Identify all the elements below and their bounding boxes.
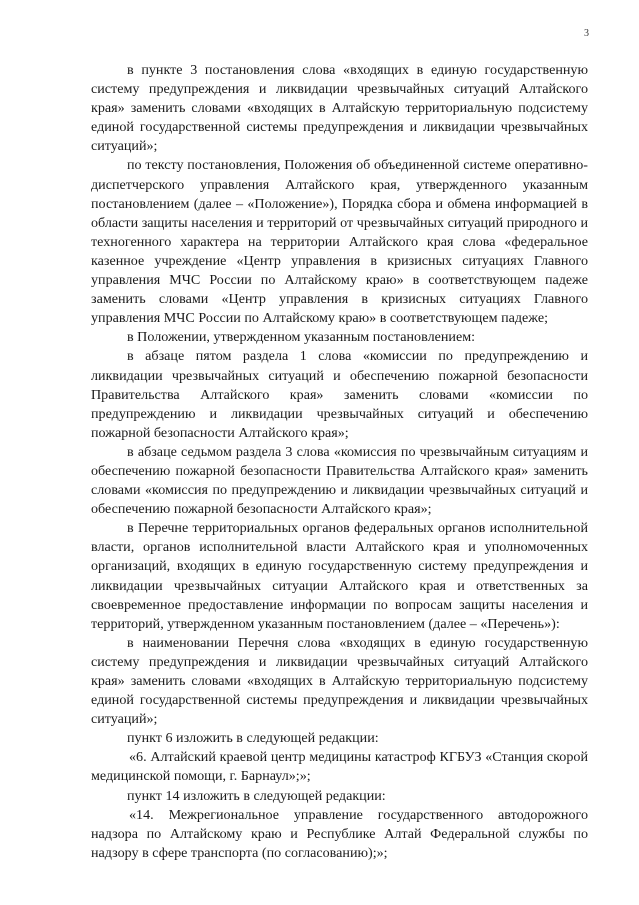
- paragraph-list-title-amendment: в наименовании Перечня слова «входящих в единую государственную систему предупреждения и ликвидации чрезвычайных ситуаций Алтайского края» заменить словами «входящих в Алтайскую территориальную подсистему единой государственной системы предупреждения и ликвидации чрезвычайных ситуаций»;: [91, 634, 588, 728]
- paragraph-point-3-amendment: в пункте 3 постановления слова «входящих в единую государственную систему предупреждения и ликвидации чрезвычайных ситуаций Алтайского края» заменить словами «входящих в Алтайскую территориальную подсистему единой государственной системы предупреждения и ликвидации чрезвычайных ситуаций»;: [91, 62, 588, 155]
- paragraph-item-14-text: «14. Межрегиональное управление государственного автодорожного надзора по Алтайскому краю и Республике Алтай Федеральной службы по надзору в сфере транспорта (по согласованию);»;: [91, 806, 588, 861]
- paragraph-list-intro: в Перечне территориальных органов федеральных органов исполнительной власти, органов исполнительной власти Алтайского края и уполномоченных организаций, входящих в единую государственную систему предупреждения и ликвидации чрезвычайных ситуации Алтайского края и ответственных за своевременное предоставление информации по вопросам защиты населения и территорий, утвержденном указанным постановлением (далее – «Перечень»):: [91, 520, 588, 632]
- paragraph-item-6-intro: пункт 6 изложить в следующей редакции:: [127, 730, 379, 747]
- document-body: [91, 61, 588, 863]
- paragraph-text-replacement: по тексту постановления, Положения об объединенной системе оперативно-диспетчерского управления Алтайского края, утвержденного указанным постановлением (далее – «Положение»), Порядка сбора и обмена информацией в области защиты населения и территорий от чрезвычайных ситуаций природного и техногенного характера на территории Алтайского края слова «федеральное казенное учреждение «Центр управления в кризисных ситуациях Главного управления МЧС России по Алтайскому краю» в соответствующем падеже заменить словами «Центр управления в кризисных ситуациях Главного управления МЧС России по Алтайскому краю» в соответствующем падеже;: [91, 157, 588, 327]
- paragraph-item-14-intro: пункт 14 изложить в следующей редакции:: [127, 787, 386, 804]
- paragraph-regulation-intro: в Положении, утвержденном указанным постановлением:: [127, 329, 476, 346]
- paragraph-item-6-text: «6. Алтайский краевой центр медицины катастроф КГБУЗ «Станция скорой медицинской помощи, г. Барнаул»;»;: [91, 749, 588, 785]
- paragraph-section-1-amendment: в абзаце пятом раздела 1 слова «комиссии по предупреждению и ликвидации чрезвычайных ситуаций и обеспечению пожарной безопасности Правительства Алтайского края» заменить словами «комиссии по предупреждению и ликвидации чрезвычайных ситуаций и обеспечению пожарной безопасности Алтайского края»;: [91, 348, 588, 441]
- page-number: 3: [584, 28, 589, 39]
- paragraph-section-3-amendment: в абзаце седьмом раздела 3 слова «комиссия по чрезвычайным ситуациям и обеспечению пожарной безопасности Правительства Алтайского края» заменить словами «комиссия по предупреждению и ликвидации чрезвычайных ситуаций и обеспечению пожарной безопасности Алтайского края»;: [91, 443, 588, 518]
